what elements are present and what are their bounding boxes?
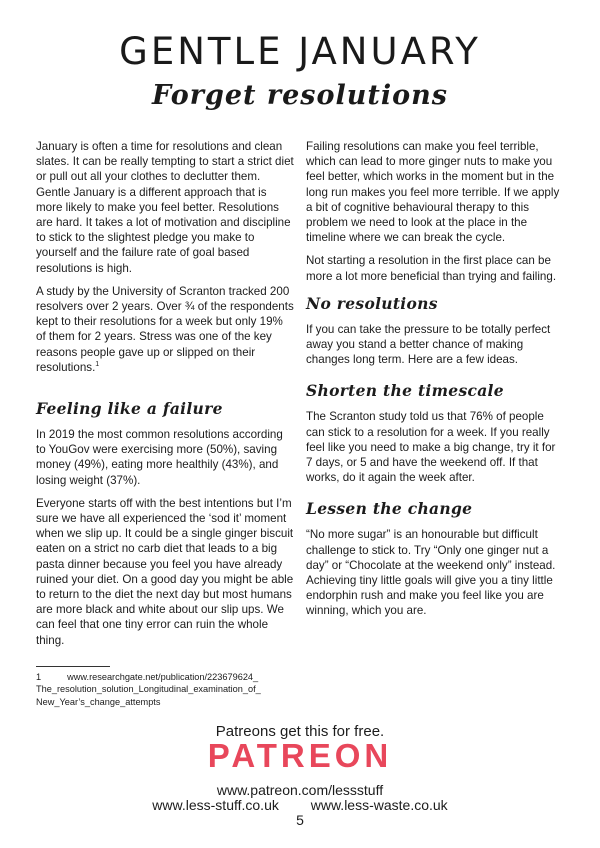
- right-column: [306, 139, 564, 627]
- study-text: A study by the University of Scranton tracked 200 resolvers over 2 years. Over ¾ of the respondents kept to their resolutions for a week but only 19% of them for 2 years. Stress was one of the key reasons people gave up or slipped on their resolutions.: [36, 284, 294, 374]
- feeling-paragraph-2: Everyone starts off with the best intentions but I’m sure we have all experienced the ‘sod it’ moment when we slip up. It could be a single ginger biscuit eaten on a strict no carb diet that leads to a big pasta dinner because you feel you have already ruined your diet. On a good day you might be able to return to the diet the next day but most humans are more black and white about our slip ups. We can feel that one tiny error can ruin the whole thing.: [36, 496, 294, 647]
- no-resolutions-paragraph: If you can take the pressure to be totally perfect away you stand a better chance of making changes long term. Here are a few ideas.: [306, 322, 551, 367]
- heading-lessen-the-change: Lessen the change: [306, 499, 473, 519]
- not-starting-paragraph: Not starting a resolution in the first place can be more a lot more beneficial than trying and failing.: [306, 254, 557, 283]
- page-title: GENTLE JANUARY: [119, 30, 481, 73]
- less-stuff-link[interactable]: www.less-stuff.co.uk: [152, 797, 279, 813]
- heading-feeling-like-a-failure: Feeling like a failure: [36, 399, 223, 419]
- less-waste-link[interactable]: www.less-waste.co.uk: [310, 797, 448, 813]
- patreon-url-link[interactable]: www.patreon.com/lessstuff: [216, 782, 384, 798]
- footnote: [36, 671, 294, 709]
- footnote-number: 1: [36, 671, 42, 682]
- heading-no-resolutions: No resolutions: [306, 293, 438, 313]
- website-links: [0, 797, 600, 813]
- intro-paragraph: January is often a time for resolutions and clean slates. It can be really tempting to start a strict diet or pull out all your clothes to declutter them. Gentle January is a different approach that is more likely to make you feel better. Resolutions are hard. It takes a lot of motivation and discipline to stick to the slightest pledge you make to yourself and the failure rate of goal based resolutions is high.: [36, 140, 294, 275]
- footnote-divider: [36, 666, 110, 667]
- study-paragraph: [36, 284, 294, 375]
- left-column: [36, 139, 294, 716]
- patreon-logo[interactable]: PATREON: [207, 737, 393, 774]
- feeling-paragraph-1: In 2019 the most common resolutions according to YouGov were exercising more (50%), saving money (49%), eating more healthily (43%), and losing weight (37%).: [36, 428, 283, 487]
- page-subtitle: Forget resolutions: [152, 80, 448, 111]
- failing-paragraph: Failing resolutions can make you feel terrible, which can lead to more ginger nuts to make you feel better, which works in the moment but in the long run makes you feel more terrible. If we apply a bit of cognitive behavioural therapy to this problem we need to look at the place in the timeline where we can break the cycle.: [306, 140, 560, 245]
- patreons-note: Patreons get this for free.: [215, 723, 385, 740]
- footnote-link[interactable]: www.researchgate.net/publication/223679624_ The_resolution_solution_Longitudinal_examination_of_ New_Year’s_change_attempts: [36, 671, 261, 707]
- lessen-paragraph: “No more sugar” is an honourable but difficult challenge to stick to. Try “Only one ginger nut a day” or “Chocolate at the weekend only” instead. Achieving tiny little goals will give you a tiny little endorphin rush and make you feel like you are winning, which you are.: [306, 528, 556, 618]
- shorten-paragraph: The Scranton study told us that 76% of people can stick to a resolution for a week. If you really feel like you need to make a big change, try it for 7 days, or 5 and have the weekend off. If that works, do it again the week after.: [306, 410, 556, 485]
- footnote-reference[interactable]: 1: [95, 360, 100, 368]
- page-number: 5: [296, 812, 304, 828]
- heading-shorten-the-timescale: Shorten the timescale: [306, 381, 504, 401]
